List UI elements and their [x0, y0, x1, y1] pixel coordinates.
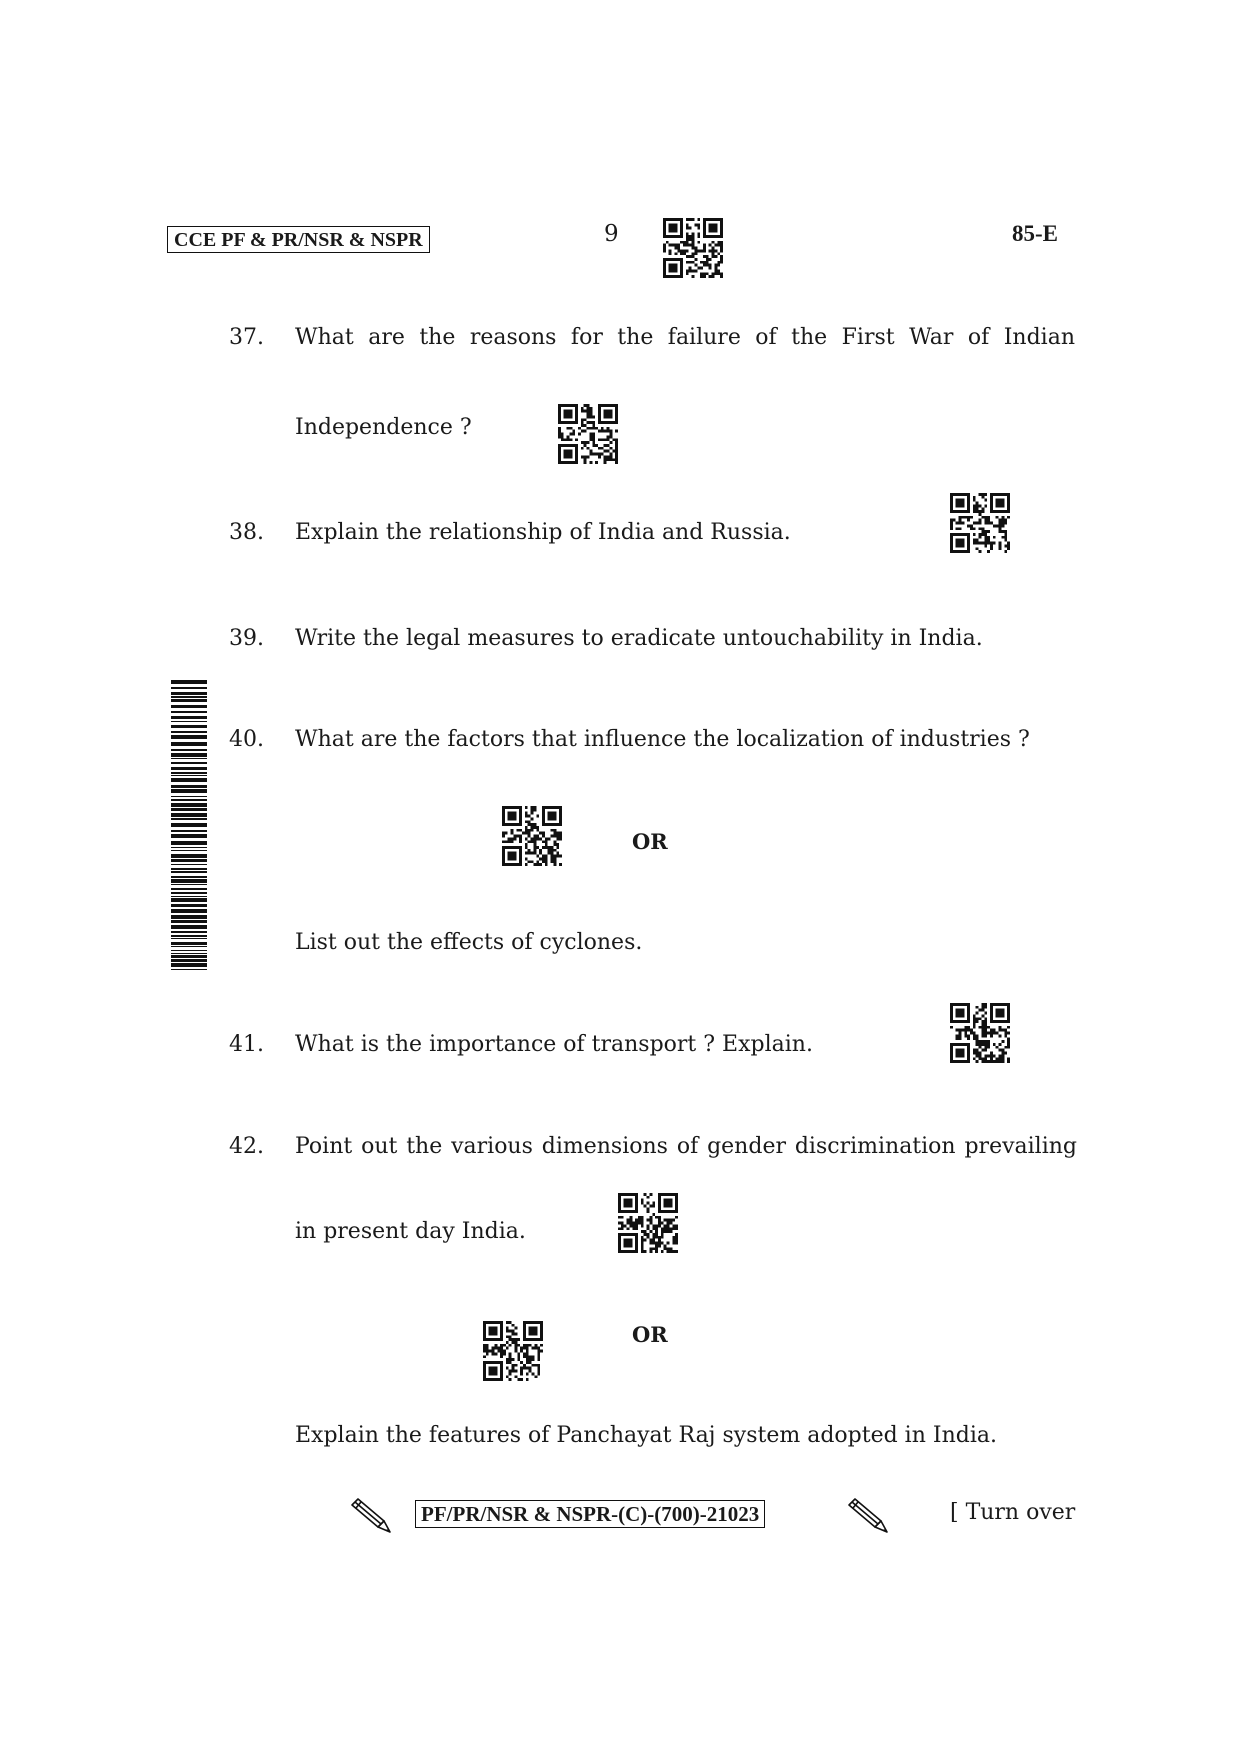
question-42-number: 42. — [229, 1134, 264, 1159]
question-37-text-line2: Independence ? — [295, 415, 472, 440]
or-label: OR — [632, 1322, 668, 1347]
question-42-text-line1: Point out the various dimensions of gender discrimination prevailing — [295, 1134, 1077, 1159]
or-label: OR — [632, 829, 668, 854]
question-41-number: 41. — [229, 1032, 264, 1057]
header-code-box: CCE PF & PR/NSR & NSPR — [167, 226, 430, 253]
qr-code-icon — [558, 404, 618, 464]
question-39-text: Write the legal measures to eradicate untouchability in India. — [295, 626, 983, 651]
question-37-number: 37. — [229, 325, 264, 350]
qr-code-icon — [950, 493, 1010, 553]
barcode-icon — [171, 680, 207, 972]
turn-over-label: [ Turn over — [950, 1500, 1076, 1525]
qr-code-icon — [502, 806, 562, 866]
qr-code-icon — [950, 1003, 1010, 1063]
qr-code-icon — [663, 218, 723, 278]
pencil-icon — [348, 1497, 394, 1537]
question-40-text: What are the factors that influence the localization of industries ? — [295, 727, 1030, 752]
pencil-icon — [845, 1497, 891, 1537]
qr-code-icon — [618, 1193, 678, 1253]
footer-code-box: PF/PR/NSR & NSPR-(C)-(700)-21023 — [415, 1500, 765, 1528]
question-42-text-line2: in present day India. — [295, 1219, 526, 1244]
page-number: 9 — [604, 221, 619, 247]
question-42-alternative: Explain the features of Panchayat Raj system adopted in India. — [295, 1423, 997, 1448]
question-38-number: 38. — [229, 520, 264, 545]
question-41-text: What is the importance of transport ? Explain. — [295, 1032, 813, 1057]
paper-code: 85-E — [1012, 221, 1058, 246]
question-40-number: 40. — [229, 727, 264, 752]
question-39-number: 39. — [229, 626, 264, 651]
question-37-text-line1: What are the reasons for the failure of the First War of Indian — [295, 325, 1075, 350]
qr-code-icon — [483, 1321, 543, 1381]
question-40-alternative: List out the effects of cyclones. — [295, 930, 643, 955]
question-38-text: Explain the relationship of India and Russia. — [295, 520, 791, 545]
